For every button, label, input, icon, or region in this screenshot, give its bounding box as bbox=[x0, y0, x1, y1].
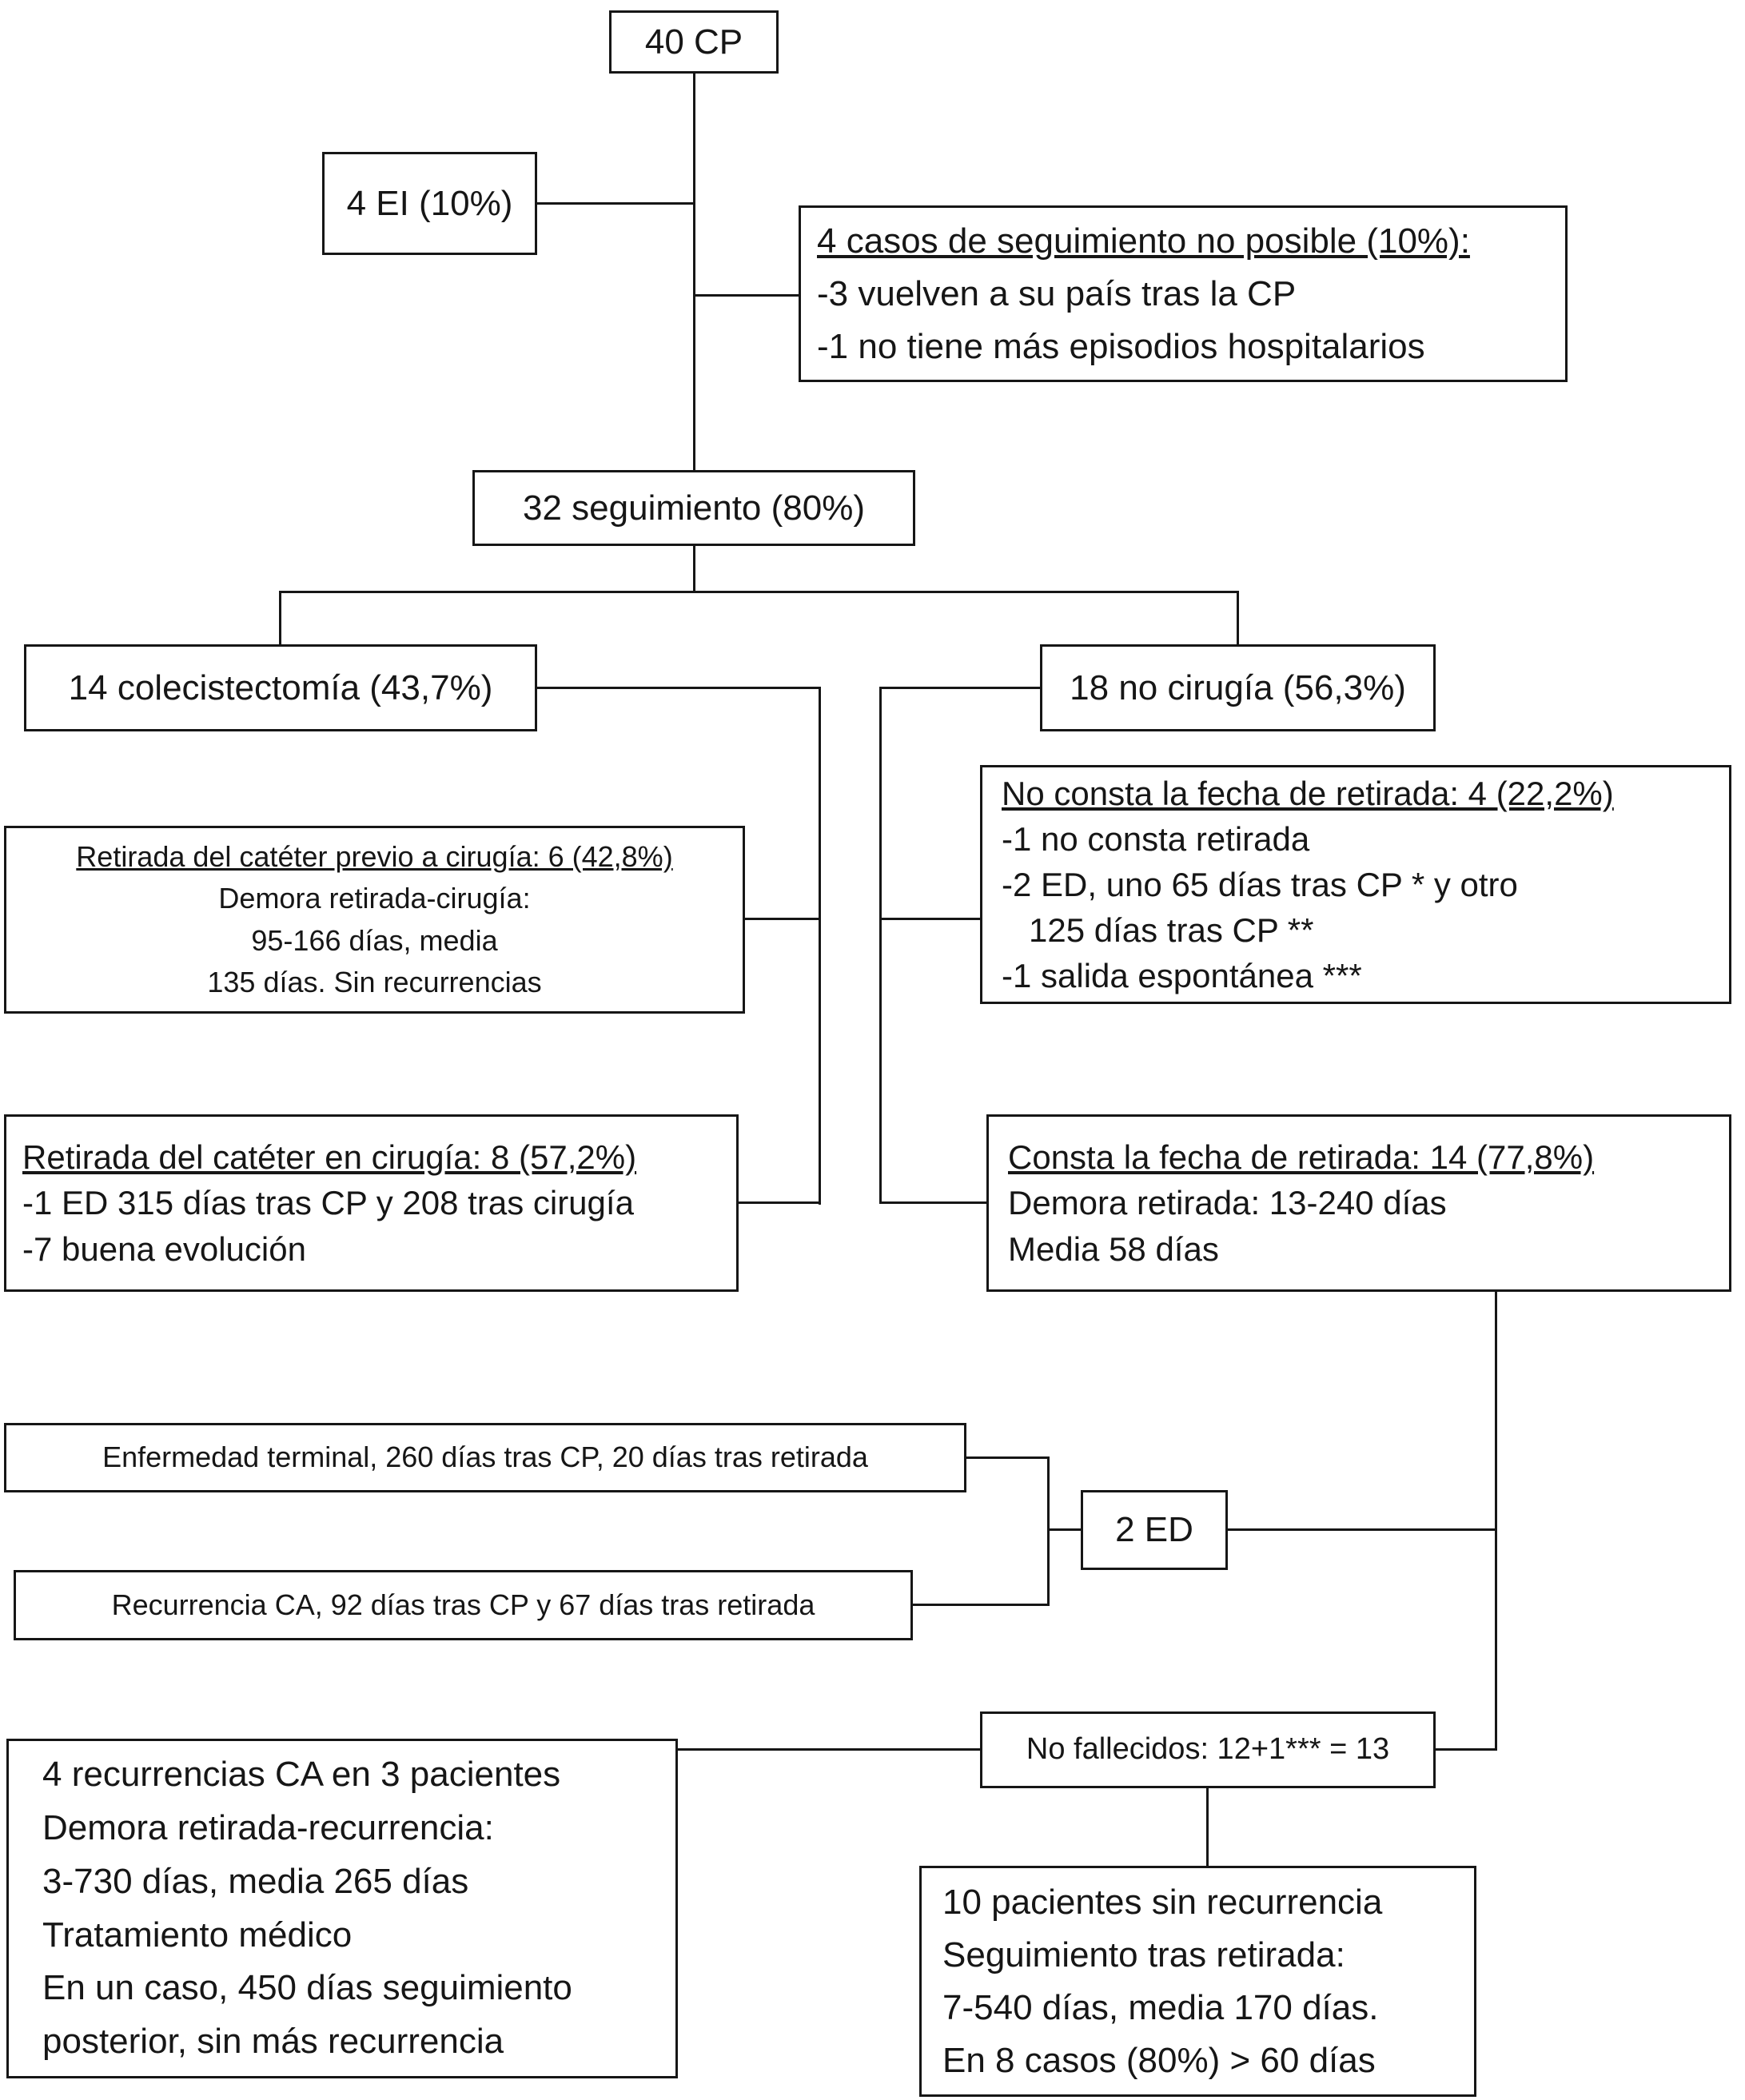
box-retirada-en-cirugia bbox=[4, 1114, 739, 1292]
box-enfermedad-terminal bbox=[4, 1423, 966, 1492]
box-retirada-en-cirugia-line: -7 buena evolución bbox=[22, 1229, 306, 1268]
connector-removal-date-known-stub bbox=[879, 1201, 986, 1204]
box-consta-fecha-retirada-title: Consta la fecha de retirada: 14 (77,8%) bbox=[1008, 1138, 1595, 1177]
box-seguimiento-no-posible-line: -3 vuelven a su país tras la CP bbox=[817, 273, 1297, 313]
connector-branch-horizontal bbox=[280, 591, 1239, 593]
connector-right-spine bbox=[879, 687, 882, 1204]
connector-terminal-stub bbox=[966, 1456, 1050, 1459]
connector-no-removal-date-stub bbox=[879, 918, 980, 920]
box-2-ed bbox=[1081, 1490, 1228, 1570]
box-18-no-cirugia-label: 18 no cirugía (56,3%) bbox=[1070, 667, 1406, 707]
connector-removal-at-surgery-stub bbox=[739, 1201, 819, 1204]
box-10-pacientes-line: 7-540 días, media 170 días. bbox=[942, 1987, 1379, 2027]
box-4-ei bbox=[322, 152, 537, 255]
box-consta-fecha-retirada bbox=[986, 1114, 1731, 1292]
connector-to-cholecystectomy bbox=[279, 591, 281, 644]
box-4-recurrencias-line: Demora retirada-recurrencia: bbox=[42, 1807, 494, 1847]
box-no-consta-fecha-retirada-line: -1 no consta retirada bbox=[1002, 819, 1310, 858]
box-no-fallecidos-label: No fallecidos: 12+1*** = 13 bbox=[1026, 1732, 1390, 1767]
box-consta-fecha-retirada-line: Media 58 días bbox=[1008, 1229, 1219, 1268]
connector-ed-bracket bbox=[1047, 1456, 1050, 1606]
box-recurrencia-ca-label: Recurrencia CA, 92 días tras CP y 67 días tras retirada bbox=[111, 1588, 815, 1621]
box-32-seguimiento-label: 32 seguimiento (80%) bbox=[522, 488, 865, 528]
box-no-consta-fecha-retirada-title: No consta la fecha de retirada: 4 (22,2%) bbox=[1002, 774, 1614, 812]
box-4-ei-label: 4 EI (10%) bbox=[346, 183, 513, 223]
connector-ca-recurrence-stub bbox=[913, 1604, 1050, 1606]
connector-removal-before-stub bbox=[745, 918, 819, 920]
box-enfermedad-terminal-label: Enfermedad terminal, 260 días tras CP, 20 días tras retirada bbox=[102, 1441, 868, 1474]
box-2-ed-label: 2 ED bbox=[1115, 1510, 1193, 1550]
box-retirada-previa-cirugia-title: Retirada del catéter previo a cirugía: 6 (42,8%) bbox=[76, 840, 673, 874]
connector-recurrences-to-not-deceased bbox=[678, 1748, 980, 1751]
box-32-seguimiento bbox=[472, 470, 915, 546]
box-10-pacientes-line: En 8 casos (80%) > 60 días bbox=[942, 2040, 1376, 2080]
connector-to-no-surgery bbox=[1237, 591, 1239, 644]
box-retirada-previa-cirugia-line: Demora retirada-cirugía: bbox=[218, 882, 531, 915]
box-18-no-cirugia bbox=[1040, 644, 1436, 731]
connector-no-followup-stub bbox=[694, 294, 799, 297]
box-retirada-previa-cirugia-line: 135 días. Sin recurrencias bbox=[207, 965, 542, 998]
connector-excluded-stub bbox=[537, 202, 695, 205]
box-no-consta-fecha-retirada-line: 125 días tras CP ** bbox=[1029, 911, 1314, 950]
box-14-colecistectomia-label: 14 colecistectomía (43,7%) bbox=[68, 667, 493, 707]
box-retirada-previa-cirugia-line: 95-166 días, media bbox=[251, 923, 498, 957]
box-10-pacientes-sin-recurrencia bbox=[919, 1866, 1476, 2097]
connector-cholecystectomy-stub bbox=[537, 687, 821, 689]
box-retirada-en-cirugia-title: Retirada del catéter en cirugía: 8 (57,2%) bbox=[22, 1138, 637, 1177]
connector-not-deceased-to-spine bbox=[1436, 1748, 1497, 1751]
box-recurrencia-ca bbox=[14, 1570, 913, 1640]
connector-left-spine bbox=[819, 687, 821, 1205]
box-seguimiento-no-posible bbox=[799, 205, 1568, 382]
box-4-recurrencias-line: 4 recurrencias CA en 3 pacientes bbox=[42, 1754, 561, 1794]
box-40-cp bbox=[609, 10, 779, 74]
box-4-recurrencias-line: En un caso, 450 días seguimiento bbox=[42, 1968, 572, 2008]
box-retirada-en-cirugia-line: -1 ED 315 días tras CP y 208 tras cirugía bbox=[22, 1184, 634, 1222]
box-no-consta-fecha-retirada-line: -1 salida espontánea *** bbox=[1002, 957, 1362, 995]
box-4-recurrencias-line: Tratamiento médico bbox=[42, 1915, 353, 1955]
connector-bracket-to-2ed bbox=[1047, 1528, 1081, 1531]
connector-known-date-down-spine bbox=[1495, 1292, 1497, 1751]
box-10-pacientes-line: Seguimiento tras retirada: bbox=[942, 1935, 1345, 1974]
box-4-recurrencias bbox=[6, 1739, 678, 2078]
box-no-consta-fecha-retirada bbox=[980, 765, 1731, 1004]
connector-no-surgery-stub bbox=[879, 687, 1040, 689]
box-no-consta-fecha-retirada-line: -2 ED, uno 65 días tras CP * y otro bbox=[1002, 865, 1518, 903]
box-14-colecistectomia bbox=[24, 644, 537, 731]
box-seguimiento-no-posible-line: -1 no tiene más episodios hospitalarios bbox=[817, 326, 1425, 366]
box-4-recurrencias-line: 3-730 días, media 265 días bbox=[42, 1861, 469, 1901]
connector-followup-down bbox=[693, 546, 695, 591]
box-4-recurrencias-line: posterior, sin más recurrencia bbox=[42, 2022, 504, 2062]
box-consta-fecha-retirada-line: Demora retirada: 13-240 días bbox=[1008, 1184, 1447, 1222]
box-retirada-previa-cirugia bbox=[4, 826, 745, 1014]
connector-not-deceased-to-no-recurrence bbox=[1206, 1788, 1209, 1866]
box-no-fallecidos bbox=[980, 1711, 1436, 1788]
box-seguimiento-no-posible-title: 4 casos de seguimiento no posible (10%): bbox=[817, 221, 1470, 261]
connector-2ed-to-spine bbox=[1228, 1528, 1497, 1531]
box-10-pacientes-line: 10 pacientes sin recurrencia bbox=[942, 1882, 1383, 1922]
connector-root-to-followup bbox=[693, 74, 695, 470]
box-40-cp-label: 40 CP bbox=[644, 22, 743, 62]
